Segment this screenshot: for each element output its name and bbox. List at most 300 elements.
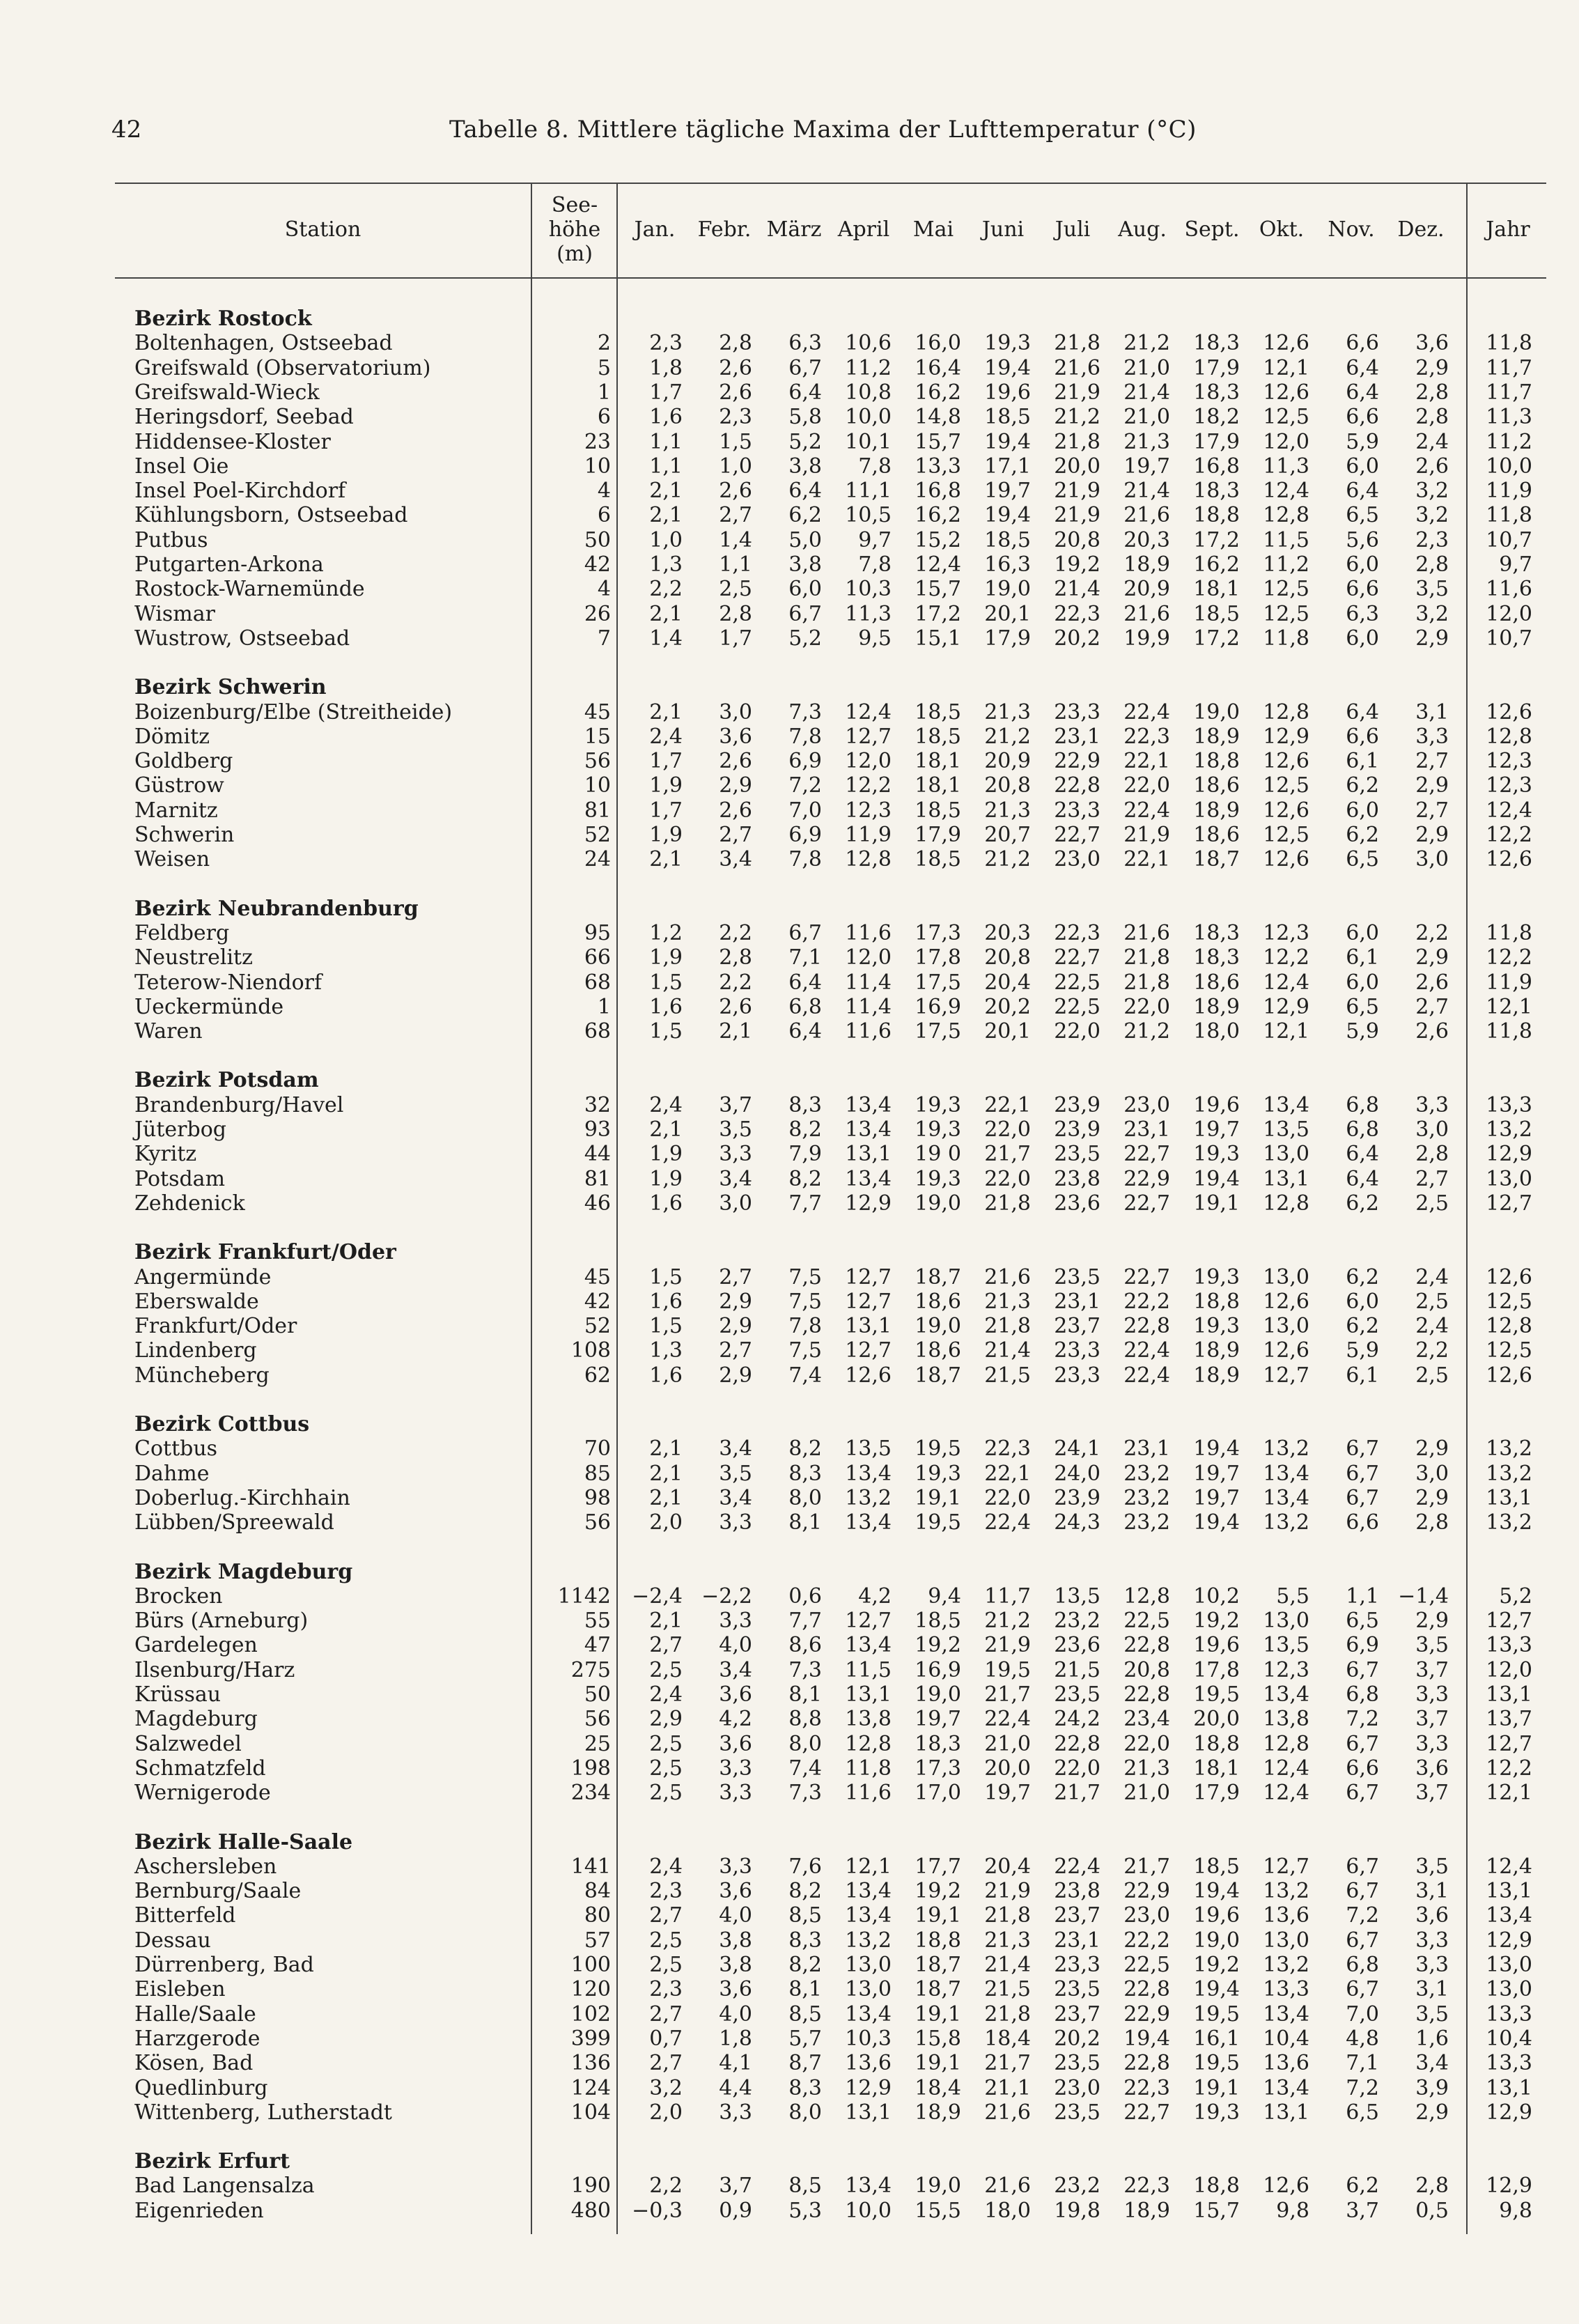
header-may: Mai <box>912 217 954 242</box>
month-cell: 13,6 <box>1263 1903 1309 1928</box>
month-cell: 2,1 <box>649 1485 683 1510</box>
month-cell: 11,8 <box>845 1756 892 1781</box>
month-cell: 13,4 <box>1263 2001 1309 2027</box>
station-name: Heringsdorf, Seebad <box>134 405 354 430</box>
month-cell: 21,2 <box>1123 331 1170 356</box>
month-cell: 6,3 <box>788 331 822 356</box>
month-cell: 21,6 <box>1123 601 1170 626</box>
month-cell: 23,5 <box>1054 1977 1100 2002</box>
month-cell: 20,0 <box>1193 1707 1240 1732</box>
month-cell: 21,5 <box>984 1363 1031 1388</box>
year-cell: 13,3 <box>1486 2001 1532 2027</box>
month-cell: 2,9 <box>649 1707 683 1732</box>
station-name: Quedlinburg <box>134 2075 268 2100</box>
month-cell: 18,8 <box>1193 1289 1240 1314</box>
month-cell: 6,0 <box>788 577 822 602</box>
month-cell: 18,3 <box>1193 380 1240 405</box>
month-cell: 13,1 <box>845 1314 892 1339</box>
station-name: Greifswald (Observatorium) <box>134 355 431 380</box>
month-cell: 21,6 <box>984 2100 1031 2125</box>
month-cell: 13,4 <box>845 1461 892 1486</box>
month-cell: 21,2 <box>984 724 1031 749</box>
header-elevation-line-1: See- <box>551 193 598 217</box>
month-cell: 19,0 <box>915 1191 961 1216</box>
month-cell: 23,9 <box>1054 1117 1100 1142</box>
month-cell: 18,1 <box>915 773 961 798</box>
table-row <box>115 2100 1546 2125</box>
station-name: Potsdam <box>134 1166 226 1191</box>
month-cell: 2,5 <box>719 577 752 602</box>
district-heading <box>115 2149 1546 2174</box>
month-cell: 3,8 <box>788 552 822 577</box>
year-cell: 13,2 <box>1486 1436 1532 1462</box>
month-cell: 18,7 <box>915 1363 961 1388</box>
page-header <box>108 116 1543 149</box>
month-cell: 9,7 <box>858 527 892 552</box>
month-cell: 18,7 <box>1193 847 1240 872</box>
month-cell: 21,4 <box>1054 577 1100 602</box>
month-cell: 8,2 <box>788 1117 822 1142</box>
month-cell: 19,7 <box>984 1781 1031 1806</box>
elevation-cell: 100 <box>570 1953 611 1977</box>
month-cell: 1,6 <box>649 405 683 430</box>
month-cell: 10,0 <box>845 405 892 430</box>
station-name: Gardelegen <box>134 1633 258 1658</box>
year-cell: 11,8 <box>1486 920 1532 945</box>
month-cell: 7,8 <box>788 847 822 872</box>
elevation-cell: 124 <box>570 2075 611 2100</box>
month-cell: 6,4 <box>788 479 822 504</box>
month-cell: 0,5 <box>1415 2198 1449 2223</box>
month-cell: 19,1 <box>915 1485 961 1510</box>
month-cell: 23,2 <box>1054 2174 1100 2199</box>
month-cell: 10,0 <box>845 2198 892 2223</box>
month-cell: 6,4 <box>1346 380 1379 405</box>
month-cell: 1,6 <box>649 1191 683 1216</box>
month-cell: 21,4 <box>984 1953 1031 1977</box>
month-cell: 19,2 <box>915 1633 961 1658</box>
station-name: Putbus <box>134 527 208 552</box>
station-name: Neustrelitz <box>134 945 253 970</box>
month-cell: 13,5 <box>1263 1633 1309 1658</box>
month-cell: 3,1 <box>1415 1879 1449 1904</box>
month-cell: 6,1 <box>1346 1363 1379 1388</box>
month-cell: 23,1 <box>1054 724 1100 749</box>
month-cell: 2,7 <box>649 1633 683 1658</box>
month-cell: 11,5 <box>1263 527 1309 552</box>
station-name: Eberswalde <box>134 1289 259 1314</box>
station-name: Kösen, Bad <box>134 2051 254 2076</box>
month-cell: 12,5 <box>1263 405 1309 430</box>
station-name: Bitterfeld <box>134 1903 236 1928</box>
month-cell: 19,6 <box>1193 1092 1240 1117</box>
month-cell: 3,5 <box>719 1461 752 1486</box>
month-cell: 21,8 <box>984 1191 1031 1216</box>
elevation-cell: 1142 <box>557 1583 611 1609</box>
month-cell: 23,7 <box>1054 1314 1100 1339</box>
elevation-cell: 62 <box>584 1363 611 1388</box>
month-cell: 16,1 <box>1193 2026 1240 2051</box>
month-cell: 6,2 <box>1346 773 1379 798</box>
month-cell: 19,5 <box>1193 1682 1240 1707</box>
table-row <box>115 773 1546 798</box>
elevation-cell: 45 <box>584 1264 611 1289</box>
district-heading <box>115 1560 1546 1584</box>
table-row <box>115 503 1546 527</box>
elevation-cell: 2 <box>597 331 611 356</box>
month-cell: 22,4 <box>984 1510 1031 1535</box>
month-cell: 7,3 <box>788 1657 822 1682</box>
month-cell: 11,1 <box>845 479 892 504</box>
month-cell: 18,0 <box>984 2198 1031 2223</box>
table-row <box>115 1854 1546 1879</box>
year-cell: 13,1 <box>1486 1879 1532 1904</box>
month-cell: 1,7 <box>649 380 683 405</box>
month-cell: 2,6 <box>719 749 752 774</box>
elevation-cell: 46 <box>584 1191 611 1216</box>
month-cell: 17,3 <box>915 920 961 945</box>
year-cell: 12,4 <box>1486 798 1532 823</box>
month-cell: 7,5 <box>788 1264 822 1289</box>
month-cell: 17,7 <box>915 1854 961 1879</box>
month-cell: 19,7 <box>1193 1461 1240 1486</box>
header-jul: Juli <box>1055 217 1091 242</box>
table-row <box>115 798 1546 823</box>
month-cell: 2,3 <box>649 331 683 356</box>
month-cell: 23,1 <box>1054 1928 1100 1953</box>
elevation-cell: 136 <box>570 2051 611 2076</box>
month-cell: 11,8 <box>1263 626 1309 651</box>
elevation-cell: 50 <box>584 527 611 552</box>
month-cell: 4,0 <box>719 1903 752 1928</box>
month-cell: 22,4 <box>984 1707 1031 1732</box>
table-row <box>115 1682 1546 1707</box>
month-cell: 2,5 <box>1415 1363 1449 1388</box>
month-cell: 0,7 <box>649 2026 683 2051</box>
month-cell: 23,5 <box>1054 1682 1100 1707</box>
month-cell: 2,6 <box>719 380 752 405</box>
month-cell: 23,0 <box>1054 2075 1100 2100</box>
month-cell: 19,4 <box>1193 1436 1240 1462</box>
month-cell: 6,0 <box>1346 1289 1379 1314</box>
table-row <box>115 2002 1546 2027</box>
month-cell: 5,2 <box>788 429 822 454</box>
month-cell: 2,8 <box>719 945 752 970</box>
month-cell: 3,6 <box>719 1731 752 1756</box>
month-cell: 19,3 <box>915 1092 961 1117</box>
month-cell: −0,3 <box>632 2198 683 2223</box>
station-name: Eisleben <box>134 1977 226 2002</box>
month-cell: 3,4 <box>1415 2051 1449 2076</box>
month-cell: 2,5 <box>649 1756 683 1781</box>
station-name: Salzwedel <box>134 1731 242 1756</box>
month-cell: 7,2 <box>1346 2075 1379 2100</box>
month-cell: 19,4 <box>984 355 1031 380</box>
month-cell: 11,5 <box>845 1657 892 1682</box>
month-cell: 7,4 <box>788 1756 822 1781</box>
table-row <box>115 995 1546 1019</box>
month-cell: 2,8 <box>1415 1142 1449 1167</box>
month-cell: 19,8 <box>1054 2198 1100 2223</box>
month-cell: 4,0 <box>719 1633 752 1658</box>
month-cell: 3,6 <box>1415 1903 1449 1928</box>
month-cell: 6,8 <box>1346 1117 1379 1142</box>
year-cell: 10,7 <box>1486 626 1532 651</box>
month-cell: 6,7 <box>1346 1731 1379 1756</box>
month-cell: 22,8 <box>1123 2051 1170 2076</box>
district-label: Bezirk Magdeburg <box>134 1559 353 1584</box>
month-cell: 21,8 <box>1123 970 1170 995</box>
month-cell: 12,9 <box>1263 994 1309 1019</box>
month-cell: 6,6 <box>1346 724 1379 749</box>
month-cell: 2,8 <box>1415 552 1449 577</box>
year-cell: 12,4 <box>1486 1854 1532 1879</box>
table-row <box>115 1732 1546 1756</box>
month-cell: 22,7 <box>1123 1191 1170 1216</box>
month-cell: 13,4 <box>1263 1682 1309 1707</box>
month-cell: 18,9 <box>1193 1363 1240 1388</box>
table-row <box>115 725 1546 749</box>
month-cell: 7,8 <box>788 1314 822 1339</box>
month-cell: 22,9 <box>1054 749 1100 774</box>
district-heading <box>115 307 1546 331</box>
month-cell: 20,1 <box>984 1019 1031 1044</box>
month-cell: 18,8 <box>1193 749 1240 774</box>
station-name: Zehdenick <box>134 1191 245 1216</box>
month-cell: 3,4 <box>719 1657 752 1682</box>
month-cell: 12,8 <box>1263 1731 1309 1756</box>
header-apr: April <box>837 217 890 242</box>
month-cell: 11,2 <box>1263 552 1309 577</box>
month-cell: 13,6 <box>845 2051 892 2076</box>
year-cell: 9,7 <box>1499 552 1532 577</box>
month-cell: 19,0 <box>1193 1928 1240 1953</box>
month-cell: 15,5 <box>915 2198 961 2223</box>
month-cell: 6,9 <box>788 749 822 774</box>
year-cell: 12,2 <box>1486 823 1532 847</box>
month-cell: 2,8 <box>1415 1510 1449 1535</box>
month-cell: 7,2 <box>788 773 822 798</box>
elevation-cell: 4 <box>597 577 611 602</box>
month-cell: 19,4 <box>1193 1977 1240 2002</box>
month-cell: 2,5 <box>649 1953 683 1977</box>
month-cell: 18,7 <box>915 1264 961 1289</box>
month-cell: 19,4 <box>984 429 1031 454</box>
month-cell: 17,1 <box>984 454 1031 479</box>
month-cell: 2,7 <box>719 503 752 528</box>
month-cell: 4,4 <box>719 2075 752 2100</box>
table-row <box>115 945 1546 970</box>
month-cell: 5,9 <box>1346 429 1379 454</box>
month-cell: 1,9 <box>649 773 683 798</box>
month-cell: 22,0 <box>984 1485 1031 1510</box>
month-cell: 22,8 <box>1123 1977 1170 2002</box>
month-cell: 5,6 <box>1346 527 1379 552</box>
month-cell: 1,6 <box>1415 2026 1449 2051</box>
month-cell: 3,2 <box>1415 479 1449 504</box>
month-cell: 2,7 <box>1415 749 1449 774</box>
month-cell: 6,4 <box>1346 699 1379 725</box>
month-cell: 3,3 <box>719 1756 752 1781</box>
month-cell: 15,7 <box>1193 2198 1240 2223</box>
month-cell: 7,5 <box>788 1338 822 1363</box>
year-cell: 11,3 <box>1486 405 1532 430</box>
elevation-cell: 95 <box>584 920 611 945</box>
month-cell: 13,4 <box>1263 1461 1309 1486</box>
month-cell: 0,9 <box>719 2198 752 2223</box>
month-cell: 2,7 <box>649 2051 683 2076</box>
table-row <box>115 1977 1546 2001</box>
month-cell: 18,6 <box>1193 823 1240 847</box>
month-cell: 13,4 <box>845 1510 892 1535</box>
month-cell: 2,9 <box>1415 626 1449 651</box>
month-cell: 23,1 <box>1123 1117 1170 1142</box>
month-cell: 12,4 <box>1263 479 1309 504</box>
month-cell: 21,5 <box>984 1977 1031 2002</box>
month-cell: 3,8 <box>719 1953 752 1977</box>
table-row <box>115 1436 1546 1461</box>
month-cell: 1,9 <box>649 1166 683 1191</box>
elevation-cell: 190 <box>570 2174 611 2199</box>
year-cell: 13,4 <box>1486 1903 1532 1928</box>
month-cell: 2,4 <box>1415 429 1449 454</box>
month-cell: 2,9 <box>1415 2100 1449 2125</box>
month-cell: 19,4 <box>1193 1879 1240 1904</box>
year-cell: 10,4 <box>1486 2026 1532 2051</box>
month-cell: 12,6 <box>1263 2174 1309 2199</box>
elevation-cell: 26 <box>584 601 611 626</box>
month-cell: 19,5 <box>915 1436 961 1462</box>
station-name: Ilsenburg/Harz <box>134 1657 295 1682</box>
month-cell: 2,5 <box>649 1657 683 1682</box>
month-cell: 6,6 <box>1346 1756 1379 1781</box>
month-cell: 12,8 <box>1263 699 1309 725</box>
month-cell: 20,8 <box>984 773 1031 798</box>
month-cell: 6,7 <box>788 355 822 380</box>
month-cell: 13,4 <box>1263 1092 1309 1117</box>
month-cell: 17,2 <box>1193 626 1240 651</box>
elevation-cell: 52 <box>584 823 611 847</box>
month-cell: 3,7 <box>719 1092 752 1117</box>
month-cell: 17,9 <box>1193 355 1240 380</box>
elevation-cell: 7 <box>597 626 611 651</box>
month-cell: 23,3 <box>1054 1338 1100 1363</box>
month-cell: 21,4 <box>984 1338 1031 1363</box>
month-cell: 2,7 <box>1415 1166 1449 1191</box>
month-cell: 21,7 <box>984 1142 1031 1167</box>
month-cell: 7,1 <box>1346 2051 1379 2076</box>
year-cell: 11,8 <box>1486 503 1532 528</box>
month-cell: 17,2 <box>915 601 961 626</box>
month-cell: 16,2 <box>915 503 961 528</box>
month-cell: 12,0 <box>845 945 892 970</box>
month-cell: 20,2 <box>984 994 1031 1019</box>
elevation-cell: 5 <box>597 355 611 380</box>
month-cell: 21,7 <box>1123 1854 1170 1879</box>
month-cell: 12,0 <box>1263 429 1309 454</box>
month-cell: 1,8 <box>649 355 683 380</box>
month-cell: 7,0 <box>788 798 822 823</box>
month-cell: 13,4 <box>845 1117 892 1142</box>
month-cell: 3,4 <box>719 847 752 872</box>
month-cell: 3,3 <box>1415 724 1449 749</box>
month-cell: 16,2 <box>915 380 961 405</box>
month-cell: 7,8 <box>858 454 892 479</box>
month-cell: 12,8 <box>1123 1583 1170 1609</box>
month-cell: 6,2 <box>1346 1314 1379 1339</box>
month-cell: 3,3 <box>719 1781 752 1806</box>
elevation-cell: 57 <box>584 1928 611 1953</box>
month-cell: 2,1 <box>649 1436 683 1462</box>
month-cell: 20,0 <box>984 1756 1031 1781</box>
month-cell: 2,8 <box>719 331 752 356</box>
year-cell: 12,9 <box>1486 2100 1532 2125</box>
month-cell: 12,7 <box>845 1289 892 1314</box>
month-cell: 22,1 <box>1123 749 1170 774</box>
elevation-cell: 108 <box>570 1338 611 1363</box>
elevation-cell: 85 <box>584 1461 611 1486</box>
table-row <box>115 602 1546 626</box>
month-cell: 20,1 <box>984 601 1031 626</box>
month-cell: 13,4 <box>1263 1485 1309 1510</box>
month-cell: 2,8 <box>1415 2174 1449 2199</box>
month-cell: 18,1 <box>1193 1756 1240 1781</box>
month-cell: 3,6 <box>1415 1756 1449 1781</box>
header-mar: März <box>766 217 822 242</box>
month-cell: 12,1 <box>1263 355 1309 380</box>
month-cell: 12,8 <box>1263 503 1309 528</box>
year-cell: 12,9 <box>1486 2174 1532 2199</box>
month-cell: 6,2 <box>1346 823 1379 847</box>
station-name: Dahme <box>134 1461 210 1486</box>
month-cell: 1,5 <box>719 429 752 454</box>
elevation-cell: 4 <box>597 479 611 504</box>
year-cell: 13,3 <box>1486 1633 1532 1658</box>
month-cell: 13,2 <box>1263 1953 1309 1977</box>
header-sep: Sept. <box>1184 217 1240 242</box>
header-year: Jahr <box>1486 217 1530 242</box>
month-cell: 13,4 <box>845 1166 892 1191</box>
month-cell: 2,1 <box>649 1609 683 1634</box>
year-cell: 13,7 <box>1486 1707 1532 1732</box>
month-cell: 13,5 <box>1054 1583 1100 1609</box>
elevation-cell: 98 <box>584 1485 611 1510</box>
month-cell: 23,5 <box>1054 1264 1100 1289</box>
month-cell: 22,1 <box>984 1461 1031 1486</box>
month-cell: 6,3 <box>1346 601 1379 626</box>
month-cell: −2,4 <box>632 1583 683 1609</box>
station-name: Feldberg <box>134 920 230 945</box>
year-cell: 12,2 <box>1486 945 1532 970</box>
month-cell: 2,4 <box>649 1854 683 1879</box>
month-cell: 21,9 <box>1054 503 1100 528</box>
month-cell: 21,1 <box>984 2075 1031 2100</box>
elevation-cell: 68 <box>584 1019 611 1044</box>
month-cell: 6,7 <box>1346 1657 1379 1682</box>
month-cell: 13,2 <box>1263 1879 1309 1904</box>
table-row <box>115 454 1546 479</box>
month-cell: 23,5 <box>1054 2051 1100 2076</box>
month-cell: 21,3 <box>984 699 1031 725</box>
month-cell: 17,9 <box>984 626 1031 651</box>
station-name: Wernigerode <box>134 1781 271 1806</box>
month-cell: 18,3 <box>915 1731 961 1756</box>
month-cell: 23,0 <box>1054 847 1100 872</box>
month-cell: 3,5 <box>719 1117 752 1142</box>
month-cell: 16,0 <box>915 331 961 356</box>
month-cell: 1,3 <box>649 1338 683 1363</box>
month-cell: 22,8 <box>1054 773 1100 798</box>
